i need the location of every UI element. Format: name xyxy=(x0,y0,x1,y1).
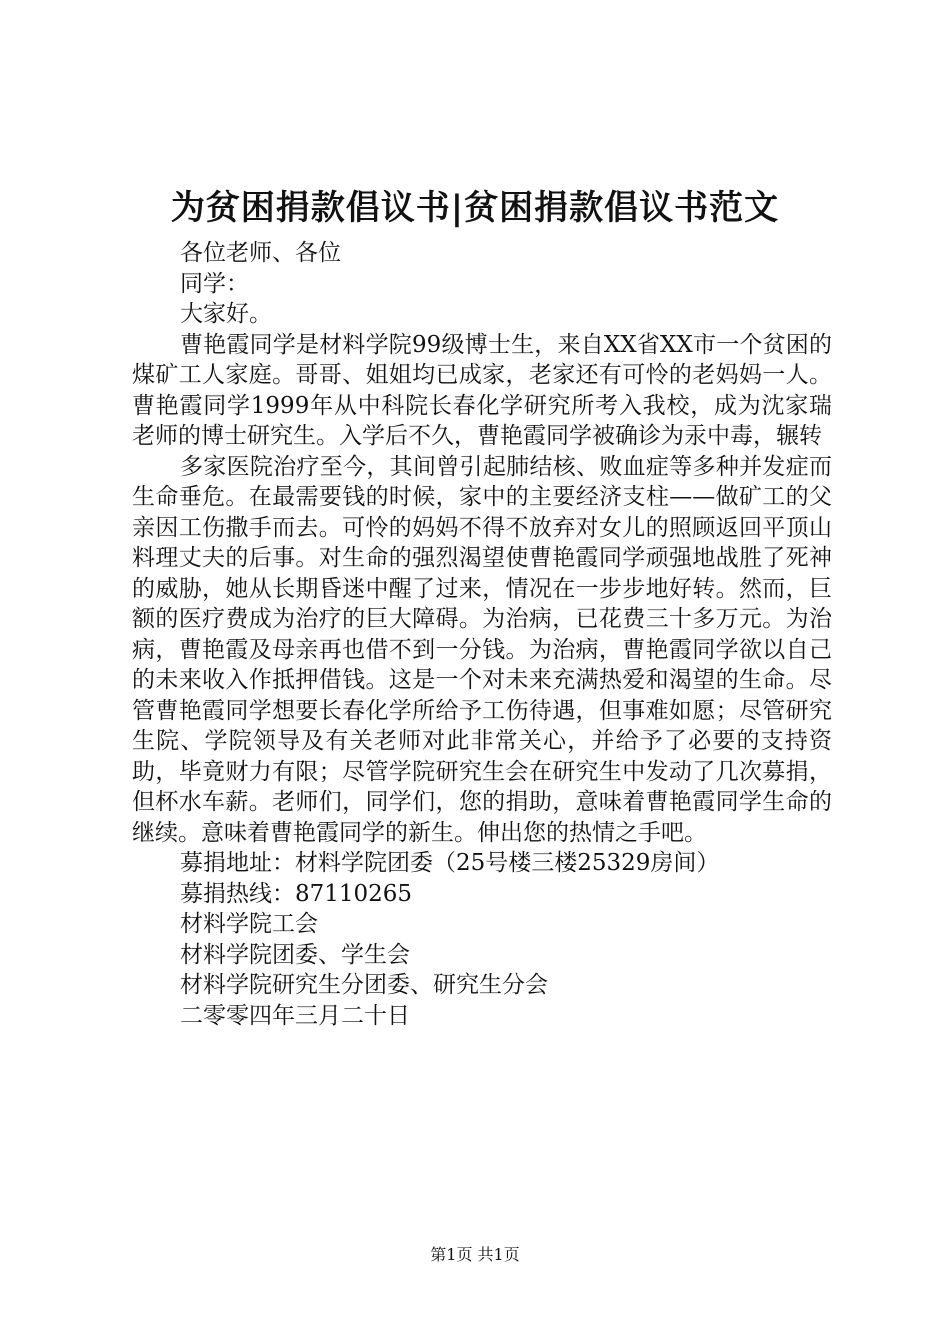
donation-hotline: 募捐热线：87110265 xyxy=(180,880,413,907)
document-title: 为贫困捐款倡议书|贫困捐款倡议书范文 xyxy=(170,188,780,228)
paragraph-1: 曹艳霞同学是材料学院99级博士生，来自XX省XX市一个贫困的煤矿工人家庭。哥哥、姐姐均已成家，老家还有可怜的老妈妈一人。曹艳霞同学1999年从中科院长春化学研究所考入我校，成为沈家瑞老师的博士研究生。入学后不久，曹艳霞同学被确诊为汞中毒，辗转 xyxy=(132,331,832,449)
document-date: 二零零四年三月二十日 xyxy=(180,1002,410,1029)
page-footer: 第1页 共1页 xyxy=(430,1245,520,1264)
salutation-line-1: 各位老师、各位 xyxy=(180,240,341,266)
document-body xyxy=(132,238,832,1031)
donation-address: 募捐地址：材料学院团委（25号楼三楼25329房间） xyxy=(180,850,720,876)
paragraph-2: 多家医院治疗至今，其间曾引起肺结核、败血症等多种并发症而生命垂危。在最需要钱的时候，家中的主要经济支柱——做矿工的父亲因工伤撒手而去。可怜的妈妈不得不放弃对女儿的照顾返回平顶山料理丈夫的后事。对生命的强烈渴望使曹艳霞同学顽强地战胜了死神的威胁，她从长期昏迷中醒了过来，情况在一步步地好转。然而，巨额的医疗费成为治疗的巨大障碍。为治病，已花费三十多万元。为治病，曹艳霞及母亲再也借不到一分钱。为治病，曹艳霞同学欲以自己的未来收入作抵押借钱。这是一个对未来充满热爱和渴望的生命。尽管曹艳霞同学想要长春化学所给予工伤待遇，但事难如愿；尽管研究生院、学院领导及有关老师对此非常关心，并给予了必要的支持资助，毕竟财力有限；尽管学院研究生会在研究生中发动了几次募捐，但杯水车薪。老师们，同学们，您的捐助，意味着曹艳霞同学生命的继续。意味着曹艳霞同学的新生。伸出您的热情之手吧。 xyxy=(132,453,832,846)
signatory-2: 材料学院团委、学生会 xyxy=(180,941,410,968)
greeting: 大家好。 xyxy=(180,301,272,327)
signatory-1: 材料学院工会 xyxy=(180,911,318,937)
salutation-line-2: 同学： xyxy=(180,270,249,297)
signatory-3: 材料学院研究生分团委、研究生分会 xyxy=(180,972,548,998)
